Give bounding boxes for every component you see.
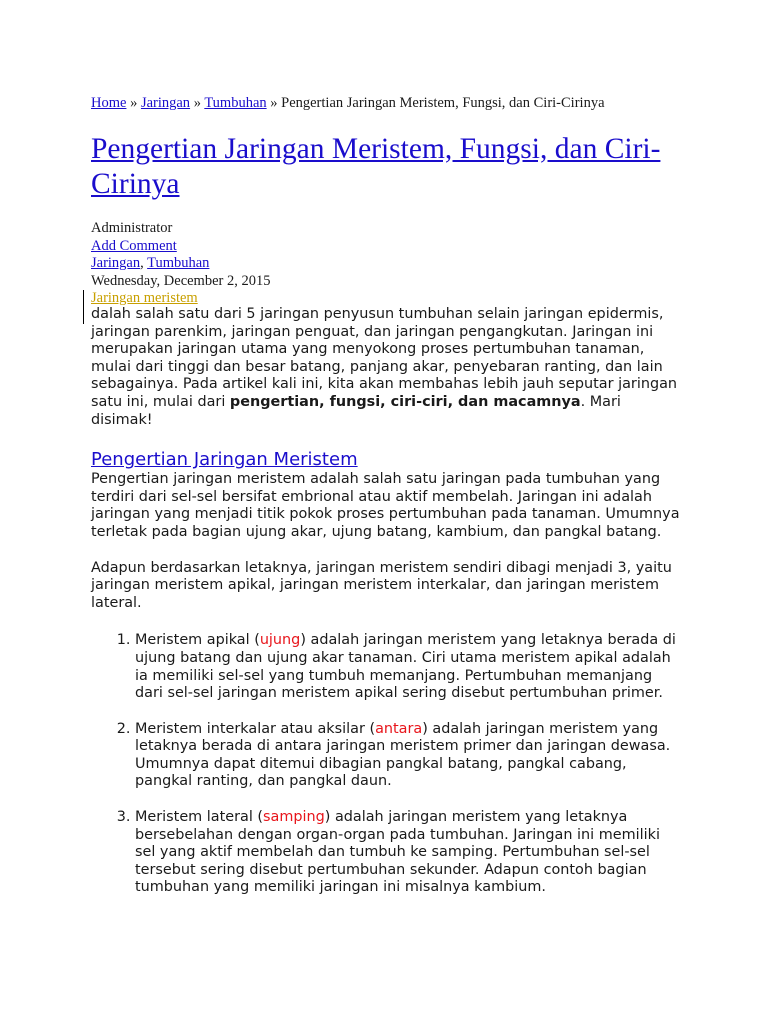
page-title [91, 132, 731, 202]
intro-bold-text: pengertian, fungsi, ciri-ciri, dan macamnya [229, 393, 581, 410]
page-title-link[interactable]: Pengertian Jaringan Meristem, Fungsi, dan Ciri-Cirinya [91, 133, 661, 200]
post-author: Administrator [91, 220, 173, 236]
list-item [135, 632, 681, 702]
category-separator: , [140, 255, 144, 271]
breadcrumb-separator: » [270, 95, 278, 111]
list-item-text: ) adalah jaringan meristem yang letaknya berada di antara jaringan meristem primer dan jaringan dewasa. Umumnya dapat ditemui dibagian pangkal batang, pangkal cabang, pangkal ranting, dan pangkal daun. [135, 720, 671, 790]
list-item-text: Meristem apikal ( [135, 632, 260, 649]
list-item-highlight: ujung [259, 632, 301, 649]
meristem-types-list [91, 632, 681, 897]
list-item-highlight: samping [263, 809, 325, 826]
image-alt-text[interactable]: Jaringan meristem [91, 290, 198, 306]
intro-text-end: . Mari disimak! [91, 393, 621, 428]
breadcrumb [91, 94, 605, 112]
list-item-text: Meristem lateral ( [135, 809, 264, 826]
article-body [91, 306, 681, 915]
post-date: Wednesday, December 2, 2015 [91, 272, 271, 289]
breadcrumb-home-link[interactable]: Home [91, 95, 127, 111]
list-item-text: ) adalah jaringan meristem yang letaknya bersebelahan dengan organ-organ pada tumbuhan. Jaringan ini memiliki sel yang aktif membelah dan tumbuh ke samping. Pertumbuhan sel-sel tersebut sering disebut pertumbuhan sekunder. Adapun contoh bagian tumbuhan yang memiliki jaringan ini misalnya kambium. [135, 809, 660, 896]
list-item [135, 809, 681, 897]
intro-paragraph [91, 306, 681, 429]
breadcrumb-separator: » [130, 95, 138, 111]
intro-text: dalah salah satu dari 5 jaringan penyusun tumbuhan selain jaringan epidermis, jaringan parenkim, jaringan penguat, dan jaringan pengangkutan. Jaringan ini merupakan jaringan utama yang menyokong proses pertumbuhan tanaman, mulai dari tinggi dan besar batang, panjang akar, penyebaran ranting, dan lain sebagainya. Pada artikel kali ini, kita akan membahas lebih jauh seputar jaringan satu ini, mulai dari [91, 306, 678, 410]
category-link-tumbuhan[interactable]: Tumbuhan [147, 255, 210, 271]
breadcrumb-jaringan-link[interactable]: Jaringan [140, 95, 191, 111]
section-paragraph: Pengertian jaringan meristem adalah salah satu jaringan pada tumbuhan yang terdiri dari sel-sel bersifat embrional atau aktif membelah. Jaringan ini adalah jaringan yang menjadi titik pokok proses pertumbuhan pada tanaman. Umumnya terletak pada bagian ujung akar, ujung batang, kambium, dan pangkal batang. [91, 471, 680, 540]
category-link-jaringan[interactable]: Jaringan [91, 255, 141, 271]
list-item-highlight: antara [375, 720, 423, 737]
section-heading[interactable]: Pengertian Jaringan Meristem [91, 449, 358, 471]
post-categories [91, 255, 270, 273]
list-item-text: Meristem interkalar atau aksilar ( [135, 720, 376, 737]
add-comment-link[interactable]: Add Comment [91, 237, 177, 254]
text-cursor [83, 290, 84, 324]
post-meta [91, 220, 270, 308]
breadcrumb-separator: » [193, 95, 201, 111]
section-paragraph: Adapun berdasarkan letaknya, jaringan meristem sendiri dibagi menjadi 3, yaitu jaringan meristem apikal, jaringan meristem interkalar, dan jaringan meristem lateral. [91, 559, 672, 611]
breadcrumb-tumbuhan-link[interactable]: Tumbuhan [204, 95, 267, 111]
list-item [135, 721, 681, 791]
breadcrumb-current: Pengertian Jaringan Meristem, Fungsi, dan Ciri-Cirinya [281, 95, 605, 111]
list-item-text: ) adalah jaringan meristem yang letaknya berada di ujung batang dan ujung akar tanaman. Ciri utama meristem apikal adalah ia memiliki sel-sel yang tumbuh memanjang. Pertumbuhan memanjang dari sel-sel jaringan meristem apikal sering disebut pertumbuhan primer. [135, 632, 676, 702]
